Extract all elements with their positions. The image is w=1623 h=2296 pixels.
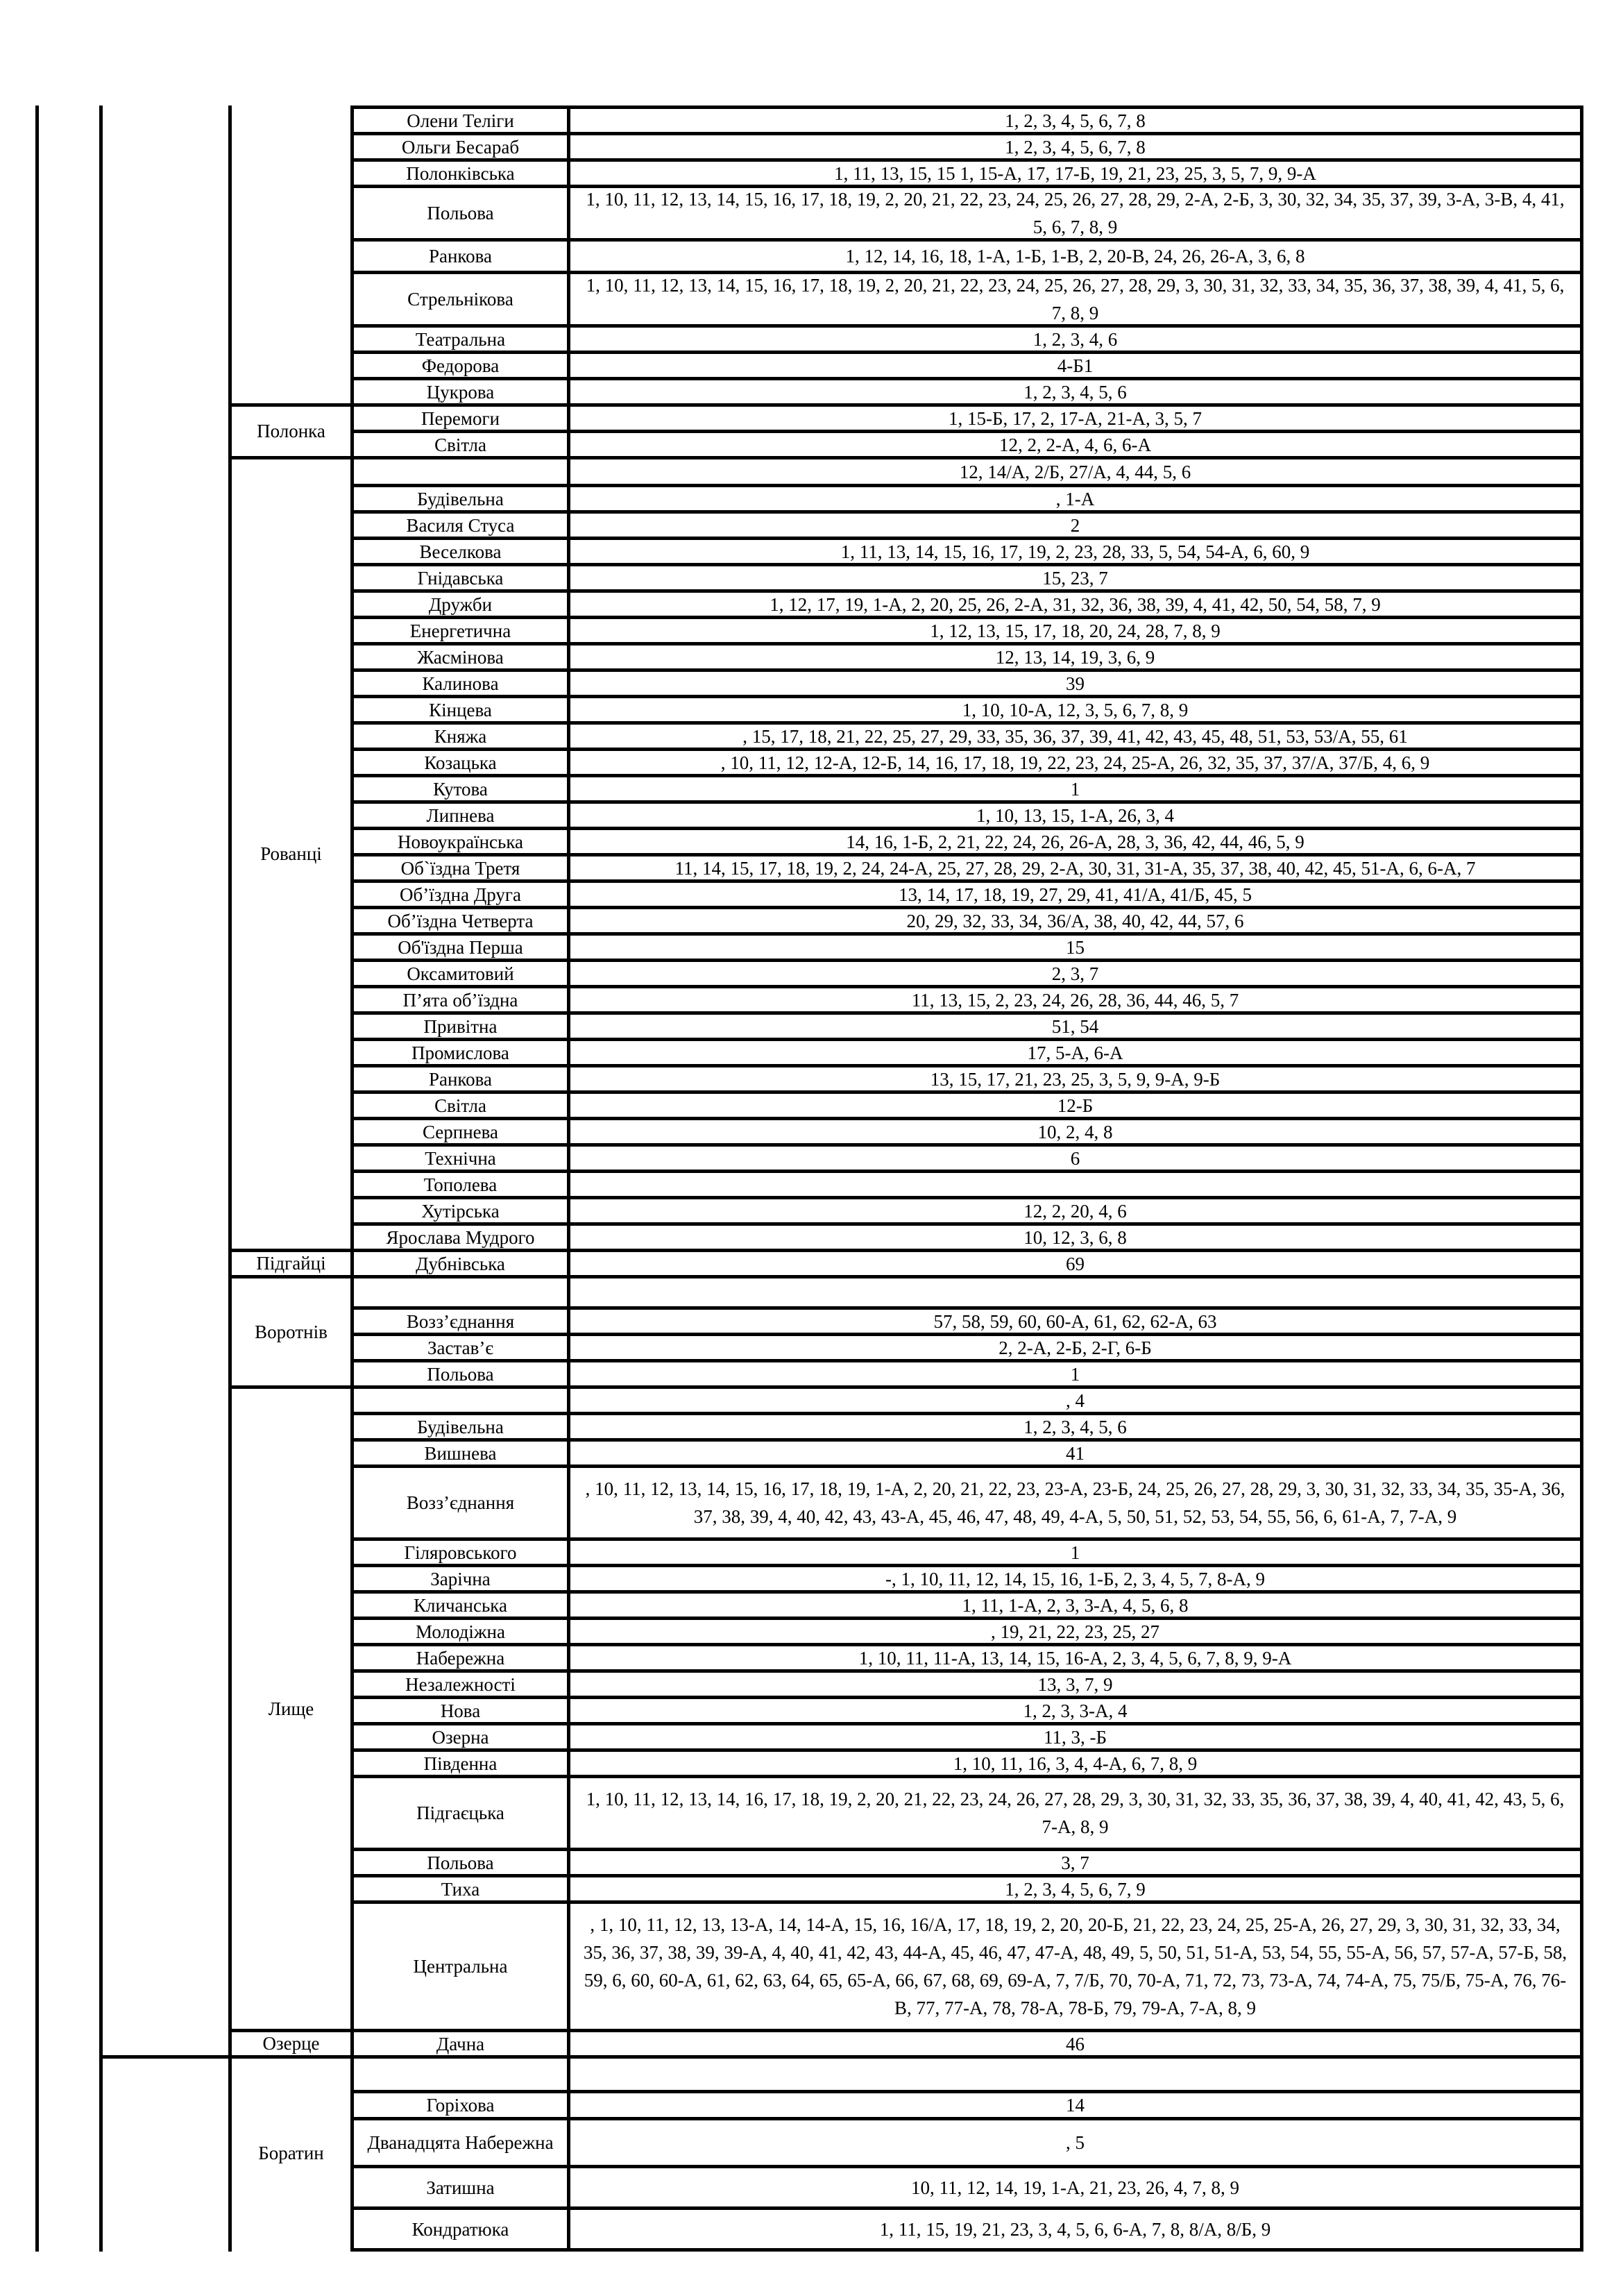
house-numbers-cell: 57, 58, 59, 60, 60-А, 61, 62, 62-А, 63: [933, 1310, 1217, 1332]
settlement-cell: [228, 456, 354, 1249]
house-numbers-cell: 51, 54: [1051, 1015, 1099, 1037]
settlement-cell: [228, 403, 354, 456]
street-cell: Підгаєцька: [354, 1778, 570, 1848]
house-numbers-cell: 13, 15, 17, 21, 23, 25, 3, 5, 9, 9-А, 9-Б: [930, 1068, 1221, 1090]
house-numbers-cell: 12, 14/А, 2/Б, 27/А, 4, 44, 5, 6: [959, 461, 1191, 482]
table-row: [354, 748, 1580, 774]
house-numbers-cell: 13, 3, 7, 9: [1037, 1673, 1113, 1695]
street-cell: Козацька: [354, 751, 570, 774]
house-numbers-cell: 1, 2, 3, 3-А, 4: [1023, 1700, 1128, 1721]
table-row: [354, 721, 1580, 748]
street-cell: Дружби: [354, 593, 570, 616]
street-cell: Ранкова: [354, 1067, 570, 1090]
house-numbers-cell: 4-Б1: [1057, 355, 1094, 376]
street-cell: Енергетична: [354, 619, 570, 642]
street-cell: Технічна: [354, 1147, 570, 1170]
street-cell: Будівельна: [354, 487, 570, 510]
street-cell: Об`їздна Третя: [354, 856, 570, 879]
settlement-label: Рованці: [260, 843, 322, 864]
street-cell: [354, 1278, 570, 1306]
house-numbers-cell: 39: [1066, 673, 1085, 694]
house-numbers-cell: 10, 2, 4, 8: [1037, 1121, 1113, 1142]
house-numbers-cell: 1, 11, 15, 19, 21, 23, 3, 4, 5, 6, 6-А, 7, 8, 8/А, 8/Б, 9: [879, 2218, 1271, 2240]
house-numbers-cell: 1, 10, 10-А, 12, 3, 5, 6, 7, 8, 9: [962, 699, 1189, 720]
house-numbers-cell: 1, 2, 3, 4, 5, 6: [1023, 1416, 1127, 1437]
house-numbers-cell: 1: [1070, 1363, 1080, 1385]
table-row: [354, 1359, 1580, 1385]
street-cell: Затишна: [354, 2168, 570, 2206]
street-cell: Незалежності: [354, 1673, 570, 1696]
house-numbers-cell: 2, 3, 7: [1051, 963, 1099, 984]
table-row: [354, 1874, 1580, 1900]
table-row: [354, 1848, 1580, 1874]
table-row: [354, 1464, 1580, 1537]
table-row: [354, 377, 1580, 403]
house-numbers-cell: , 1, 10, 11, 12, 13, 13-А, 14, 14-А, 15, 16, 16/А, 17, 18, 19, 2, 20, 20-Б, 21, 22, 23, 24, 25, 25-А, 26, 27, 29, 3, 30, 31, 32, 33, 34, 35, 36, 37, 38, 39, 39-А, 4, 40, 41, 42, 43, 44-А, 45, 46, 47, 47-А, 48, 49, 5, 50, 51, 51-А, 53, 54, 55, 55-А, 56, 57, 57-А, 57-Б, 58, 59, 6, 60, 60-А, 61, 62, 63, 64, 65, 65-А, 66, 67, 68, 69, 69-А, 7, 7/Б, 70, 70-А, 71, 72, 73, 73-А, 74, 74-А, 75, 75/Б, 75-А, 76, 76-В, 77, 77-А, 78, 78-А, 78-Б, 79, 79-А, 7-А, 8, 9: [583, 1914, 1567, 2018]
house-numbers-cell: , 15, 17, 18, 21, 22, 25, 27, 29, 33, 35, 36, 37, 39, 41, 42, 43, 45, 48, 51, 53, 53/А, 55, 61: [742, 725, 1408, 747]
table-row: [354, 827, 1580, 853]
street-cell: Горіхова: [354, 2093, 570, 2117]
street-cell: П’ята об’їздна: [354, 988, 570, 1011]
table-row: [354, 132, 1580, 158]
table-row: [354, 1564, 1580, 1590]
street-cell: [354, 1389, 570, 1412]
street-cell: Об’їздна Четверта: [354, 909, 570, 932]
table-row: [354, 985, 1580, 1011]
house-numbers-cell: 10, 12, 3, 6, 8: [1023, 1226, 1127, 1248]
table-row: [354, 1385, 1580, 1412]
table-row: [354, 1117, 1580, 1143]
street-cell: Полонківська: [354, 162, 570, 185]
house-numbers-cell: 1, 2, 3, 4, 5, 6: [1023, 381, 1127, 403]
settlement-cell: [228, 2055, 354, 2248]
table-row: [354, 1038, 1580, 1064]
street-cell: Федорова: [354, 354, 570, 377]
table-row: [354, 1306, 1580, 1333]
street-cell: Об’їздна Друга: [354, 883, 570, 906]
street-cell: Возз’єднання: [354, 1468, 570, 1537]
street-cell: Кутова: [354, 777, 570, 800]
house-numbers-cell: 2: [1070, 514, 1080, 536]
table-row: [354, 1143, 1580, 1170]
street-cell: Об'їздна Перша: [354, 936, 570, 959]
table-row: [354, 906, 1580, 932]
house-numbers-cell: [570, 2059, 1580, 2090]
street-cell: Світла: [354, 433, 570, 456]
table-row: [354, 589, 1580, 616]
street-cell: Олени Теліги: [354, 109, 570, 132]
table-row: [354, 668, 1580, 695]
table-row: [354, 537, 1580, 563]
street-cell: Стрельнікова: [354, 274, 570, 324]
street-cell: Нова: [354, 1699, 570, 1722]
street-cell: [354, 459, 570, 484]
house-numbers-cell: 46: [1066, 2033, 1085, 2054]
table-row: [354, 1669, 1580, 1696]
column-border-district-right: [99, 105, 103, 2252]
house-numbers-cell: 1, 15-Б, 17, 2, 17-А, 21-А, 3, 5, 7: [949, 407, 1202, 429]
street-cell: Княжа: [354, 725, 570, 748]
table-row: [354, 800, 1580, 827]
house-numbers-cell: 15, 23, 7: [1042, 567, 1108, 589]
house-numbers-cell: 1, 12, 13, 15, 17, 18, 20, 24, 28, 7, 8, 9: [930, 620, 1221, 641]
table-row: [354, 642, 1580, 668]
table-row: [354, 616, 1580, 642]
house-numbers-cell: , 10, 11, 12, 13, 14, 15, 16, 17, 18, 19, 1-А, 2, 20, 21, 22, 23, 23-А, 23-Б, 24, 25, 26, 27, 28, 29, 3, 30, 31, 32, 33, 34, 35, 35-А, 36, 37, 38, 39, 4, 40, 42, 43, 43-А, 45, 46, 47, 48, 49, 4-А, 5, 50, 51, 52, 53, 54, 55, 56, 6, 61-А, 7, 7-А, 9: [585, 1478, 1565, 1527]
street-cell: Ранкова: [354, 242, 570, 271]
table-row: [354, 563, 1580, 589]
house-numbers-cell: 10, 11, 12, 14, 19, 1-А, 21, 23, 26, 4, 7, 8, 9: [911, 2177, 1239, 2198]
street-cell: Вишнева: [354, 1442, 570, 1464]
street-cell: Зарічна: [354, 1567, 570, 1590]
table-row: [354, 2055, 1580, 2090]
settlement-label: Лище: [268, 1698, 314, 1719]
house-numbers-cell: -, 1, 10, 11, 12, 14, 15, 16, 1-Б, 2, 3, 4, 5, 7, 8-А, 9: [885, 1568, 1265, 1589]
table-row: [354, 2206, 1580, 2248]
house-numbers-cell: 12-Б: [1057, 1095, 1094, 1116]
street-cell: Жасмінова: [354, 645, 570, 668]
street-number-grid: [350, 105, 1583, 2252]
street-cell: Кінцева: [354, 698, 570, 721]
street-cell: Центральна: [354, 1904, 570, 2029]
table-row: [354, 185, 1580, 238]
house-numbers-cell: 1, 12, 14, 16, 18, 1-А, 1-Б, 1-В, 2, 20-В, 24, 26, 26-А, 3, 6, 8: [845, 246, 1305, 267]
table-row: [354, 403, 1580, 430]
table-row: [354, 1537, 1580, 1564]
street-cell: Набережна: [354, 1646, 570, 1669]
house-numbers-cell: 13, 14, 17, 18, 19, 27, 29, 41, 41/А, 41/Б, 45, 5: [898, 884, 1252, 905]
table-row: [354, 351, 1580, 377]
table-row: [354, 1333, 1580, 1359]
street-cell: Возз’єднання: [354, 1310, 570, 1333]
table-row: [354, 959, 1580, 985]
house-numbers-cell: 20, 29, 32, 33, 34, 36/А, 38, 40, 42, 44, 57, 6: [906, 910, 1244, 931]
table-row: [354, 456, 1580, 484]
house-numbers-cell: 1, 10, 11, 12, 13, 14, 15, 16, 17, 18, 19, 2, 20, 21, 22, 23, 24, 25, 26, 27, 28, 29, 2-А, 2-Б, 3, 30, 32, 34, 35, 37, 39, 3-А, 3-В, 4, 41, 5, 6, 7, 8, 9: [586, 189, 1565, 237]
street-cell: Озерна: [354, 1725, 570, 1748]
table-row: [354, 1412, 1580, 1438]
street-cell: Кондратюка: [354, 2210, 570, 2248]
street-cell: Ольги Бесараб: [354, 135, 570, 158]
table-row: [354, 1590, 1580, 1617]
street-cell: Південна: [354, 1752, 570, 1775]
table-row: [354, 1438, 1580, 1464]
settlement-label: Боратин: [258, 2143, 324, 2163]
house-numbers-cell: , 5: [1066, 2132, 1085, 2153]
table-row: [354, 853, 1580, 879]
settlement-label: Полонка: [257, 421, 325, 441]
house-numbers-cell: 69: [1066, 1253, 1085, 1274]
house-numbers-cell: 1, 10, 11, 12, 13, 14, 15, 16, 17, 18, 19, 2, 20, 21, 22, 23, 24, 25, 26, 27, 28, 29, 3, 30, 31, 32, 33, 34, 35, 36, 37, 38, 39, 4, 41, 5, 6, 7, 8, 9: [586, 275, 1565, 323]
house-numbers-cell: , 4: [1066, 1390, 1085, 1411]
table-row: [354, 510, 1580, 537]
street-cell: Ярослава Мудрого: [354, 1226, 570, 1249]
street-cell: Цукрова: [354, 380, 570, 403]
house-numbers-cell: 17, 5-А, 6-А: [1027, 1042, 1123, 1063]
street-cell: Привітна: [354, 1015, 570, 1038]
street-cell: Тополева: [354, 1173, 570, 1196]
street-cell: Липнева: [354, 804, 570, 827]
table-row: [354, 1011, 1580, 1038]
table-row: [354, 932, 1580, 959]
house-numbers-cell: [570, 1173, 1580, 1196]
table-row: [354, 1617, 1580, 1643]
street-cell: Дубнівська: [354, 1252, 570, 1275]
table-row: [354, 1775, 1580, 1848]
table-row: [354, 1170, 1580, 1196]
table-row: [354, 1748, 1580, 1775]
house-numbers-cell: 1, 10, 11, 11-А, 13, 14, 15, 16-А, 2, 3, 4, 5, 6, 7, 8, 9, 9-А: [858, 1647, 1292, 1669]
settlement-cell: [228, 2029, 354, 2055]
table-row: [354, 879, 1580, 906]
settlement-cell: [228, 1385, 354, 2029]
column-border-district-left: [35, 105, 39, 2252]
house-numbers-cell: , 1-А: [1055, 488, 1095, 509]
street-cell: Василя Стуса: [354, 514, 570, 537]
street-cell: Новоукраїнська: [354, 830, 570, 853]
table-row: [354, 774, 1580, 800]
table-row: [354, 695, 1580, 721]
settlement-label: Воротнів: [255, 1321, 328, 1342]
table-row: [354, 2029, 1580, 2055]
settlement-label: Озерце: [262, 2033, 320, 2054]
house-numbers-cell: 14, 16, 1-Б, 2, 21, 22, 24, 26, 26-А, 28, 3, 36, 42, 44, 46, 5, 9: [846, 831, 1305, 852]
settlement-cell: [228, 1275, 354, 1385]
street-cell: Будівельна: [354, 1415, 570, 1438]
house-numbers-cell: , 10, 11, 12, 12-А, 12-Б, 14, 16, 17, 18, 19, 22, 23, 24, 25-А, 26, 32, 35, 37, 37/А, 37/Б, 4, 6, 9: [720, 752, 1430, 773]
street-cell: Перемоги: [354, 407, 570, 430]
street-cell: Тиха: [354, 1877, 570, 1900]
house-numbers-cell: 1, 2, 3, 4, 5, 6, 7, 8: [1005, 136, 1146, 158]
table-row: [354, 1722, 1580, 1748]
house-numbers-cell: 15: [1066, 936, 1085, 958]
house-numbers-cell: [570, 1278, 1580, 1306]
house-numbers-cell: , 19, 21, 22, 23, 25, 27: [991, 1621, 1159, 1642]
table-row: [354, 1249, 1580, 1275]
table-row: [354, 2090, 1580, 2117]
table-row: [354, 1222, 1580, 1249]
table-row: [354, 1090, 1580, 1117]
house-numbers-cell: 12, 13, 14, 19, 3, 6, 9: [995, 646, 1155, 668]
table-row: [354, 109, 1580, 132]
house-numbers-cell: 1, 10, 11, 12, 13, 14, 16, 17, 18, 19, 2, 20, 21, 22, 23, 24, 26, 27, 28, 29, 3, 30, 31, 32, 33, 35, 36, 37, 38, 39, 4, 40, 41, 42, 43, 5, 6, 7-А, 8, 9: [586, 1789, 1565, 1837]
house-numbers-cell: 1, 11, 13, 14, 15, 16, 17, 19, 2, 23, 28, 33, 5, 54, 54-А, 6, 60, 9: [840, 541, 1310, 562]
house-numbers-cell: 11, 3, -Б: [1044, 1726, 1107, 1748]
house-numbers-cell: 1, 11, 13, 15, 15 1, 15-А, 17, 17-Б, 19, 21, 23, 25, 3, 5, 7, 9, 9-А: [834, 162, 1316, 184]
street-cell: Застав’є: [354, 1336, 570, 1359]
house-numbers-cell: 41: [1066, 1442, 1085, 1464]
street-cell: Гнідавська: [354, 566, 570, 589]
house-numbers-cell: 3, 7: [1061, 1852, 1089, 1873]
table-row: [354, 158, 1580, 185]
table-row: [354, 2165, 1580, 2206]
settlement-label: Підгайці: [256, 1253, 326, 1274]
community-section-separator: [99, 2055, 232, 2059]
street-cell: Оксамитовий: [354, 962, 570, 985]
street-cell: Театральна: [354, 328, 570, 351]
house-numbers-cell: 1, 10, 13, 15, 1-А, 26, 3, 4: [976, 804, 1174, 826]
table-row: [354, 324, 1580, 351]
street-cell: Польова: [354, 1362, 570, 1385]
house-numbers-cell: 1, 2, 3, 4, 5, 6, 7, 9: [1005, 1878, 1146, 1900]
settlement-cell-empty: [228, 105, 354, 403]
house-numbers-cell: 1, 12, 17, 19, 1-А, 2, 20, 25, 26, 2-А, 31, 32, 36, 38, 39, 4, 41, 42, 50, 54, 58, 7, 9: [770, 593, 1381, 615]
street-cell: Дванадцята Набережна: [354, 2120, 570, 2165]
house-numbers-cell: 2, 2-А, 2-Б, 2-Г, 6-Б: [999, 1337, 1152, 1358]
house-numbers-cell: 6: [1070, 1147, 1080, 1169]
street-cell: Калинова: [354, 672, 570, 695]
table-row: [354, 1643, 1580, 1669]
table-row: [354, 484, 1580, 510]
street-cell: Кличанська: [354, 1594, 570, 1617]
house-numbers-cell: 11, 13, 15, 2, 23, 24, 26, 28, 36, 44, 46, 5, 7: [911, 989, 1239, 1011]
street-cell: Серпнева: [354, 1120, 570, 1143]
table-row: [354, 2117, 1580, 2165]
street-cell: Дачна: [354, 2032, 570, 2055]
street-cell: Хутірська: [354, 1199, 570, 1222]
street-cell: Веселкова: [354, 540, 570, 563]
street-cell: Світла: [354, 1094, 570, 1117]
table-row: [354, 1196, 1580, 1222]
table-row: [354, 1275, 1580, 1306]
table-row: [354, 430, 1580, 456]
table-row: [354, 1900, 1580, 2029]
house-numbers-cell: 14: [1066, 2095, 1085, 2116]
house-numbers-cell: 1, 10, 11, 16, 3, 4, 4-А, 6, 7, 8, 9: [953, 1753, 1198, 1774]
street-cell: Гіляровського: [354, 1541, 570, 1564]
settlement-cell: [228, 1249, 354, 1275]
house-numbers-cell: 12, 2, 20, 4, 6: [1023, 1200, 1127, 1222]
table-row: [354, 271, 1580, 324]
house-numbers-cell: 1, 2, 3, 4, 5, 6, 7, 8: [1005, 110, 1146, 131]
house-numbers-cell: 1, 2, 3, 4, 6: [1033, 328, 1118, 350]
house-numbers-cell: 1: [1070, 1542, 1080, 1563]
street-cell: Польова: [354, 1851, 570, 1874]
street-cell: Молодіжна: [354, 1620, 570, 1643]
street-cell: [354, 2059, 570, 2090]
street-cell: Промислова: [354, 1041, 570, 1064]
house-numbers-cell: 1: [1070, 778, 1080, 800]
house-numbers-cell: 11, 14, 15, 17, 18, 19, 2, 24, 24-А, 25, 27, 28, 29, 2-А, 30, 31, 31-А, 35, 37, 38, 40, 42, 45, 51-А, 6, 6-А, 7: [674, 857, 1476, 879]
table-row: [354, 238, 1580, 271]
table-row: [354, 1696, 1580, 1722]
table-row: [354, 1064, 1580, 1090]
street-cell: Польова: [354, 188, 570, 238]
house-numbers-cell: 12, 2, 2-А, 4, 6, 6-А: [999, 434, 1151, 455]
house-numbers-cell: 1, 11, 1-А, 2, 3, 3-А, 4, 5, 6, 8: [962, 1594, 1189, 1616]
